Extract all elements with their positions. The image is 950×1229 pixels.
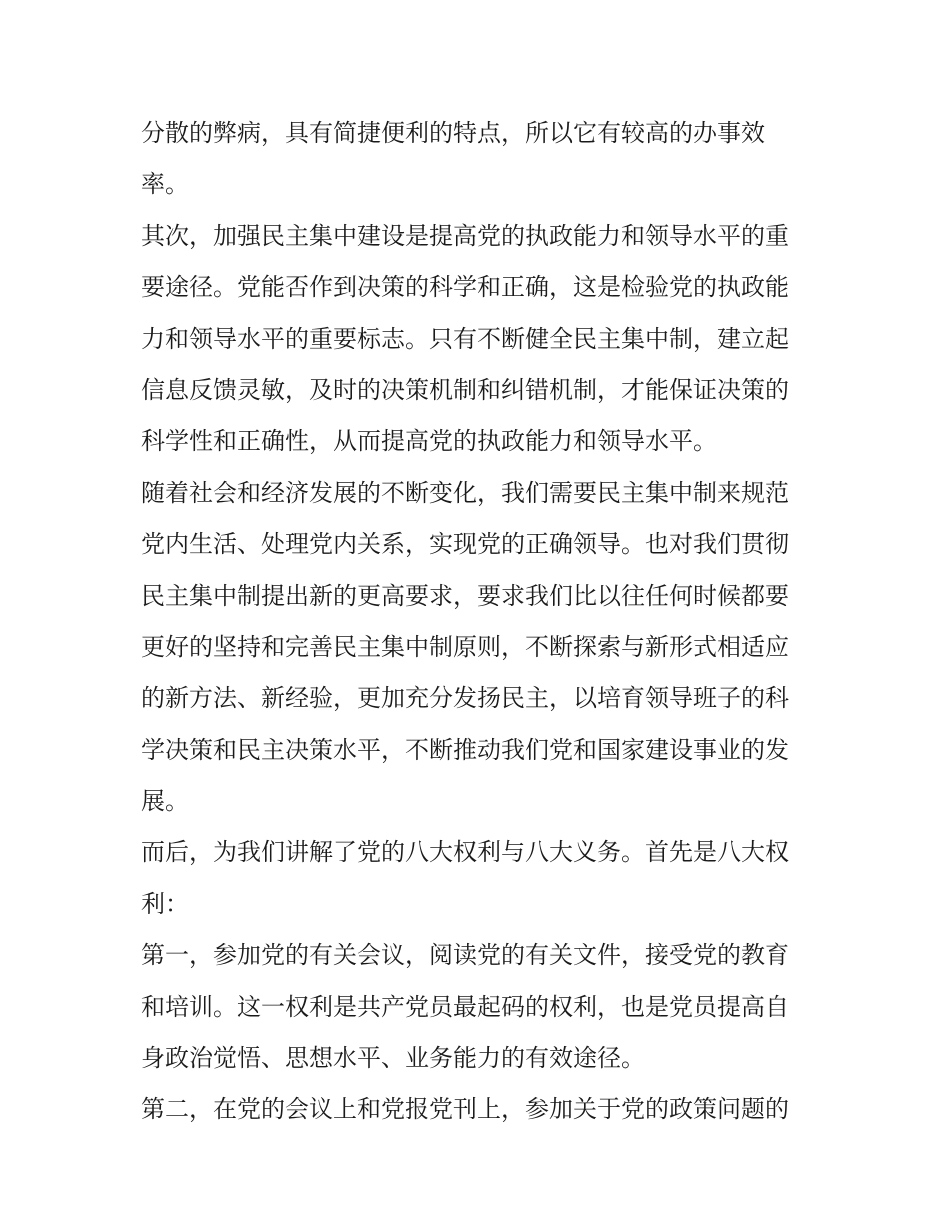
text-line: 展。: [141, 787, 189, 816]
text-line: 而后，为我们讲解了党的八大权利与八大义务。首先是八大权: [141, 838, 789, 867]
text-line: 利：: [141, 889, 189, 918]
text-line: 科学性和正确性，从而提高党的执政能力和领导水平。: [141, 427, 717, 456]
text-line: 和培训。这一权利是共产党员最起码的权利，也是党员提高自: [141, 992, 789, 1021]
text-line: 其次，加强民主集中建设是提高党的执政能力和领导水平的重: [141, 221, 789, 250]
text-line: 更好的坚持和完善民主集中制原则，不断探索与新形式相适应: [141, 632, 789, 661]
text-line: 随着社会和经济发展的不断变化，我们需要民主集中制来规范: [141, 478, 789, 507]
text-line: 分散的弊病，具有简捷便利的特点，所以它有较高的办事效: [141, 119, 765, 147]
text-line: 要途径。党能否作到决策的科学和正确，这是检验党的执政能: [141, 273, 789, 302]
document-body: [141, 108, 821, 1136]
text-line: 力和领导水平的重要标志。只有不断健全民主集中制，建立起: [141, 324, 789, 353]
text-line: 民主集中制提出新的更高要求，要求我们比以往任何时候都要: [141, 581, 789, 610]
text-line: 学决策和民主决策水平，不断推动我们党和国家建设事业的发: [141, 735, 789, 764]
text-line: 第二，在党的会议上和党报党刊上，参加关于党的政策问题的: [141, 1095, 789, 1124]
text-line: 信息反馈灵敏，及时的决策机制和纠错机制，才能保证决策的: [141, 375, 789, 404]
text-line: 第一，参加党的有关会议，阅读党的有关文件，接受党的教育: [141, 941, 789, 970]
text-line: 党内生活、处理党内关系，实现党的正确领导。也对我们贯彻: [141, 530, 789, 559]
text-line: 率。: [141, 170, 189, 199]
text-line: 的新方法、新经验，更加充分发扬民主，以培育领导班子的科: [141, 684, 789, 713]
text-line: 身政治觉悟、思想水平、业务能力的有效途径。: [141, 1044, 645, 1073]
